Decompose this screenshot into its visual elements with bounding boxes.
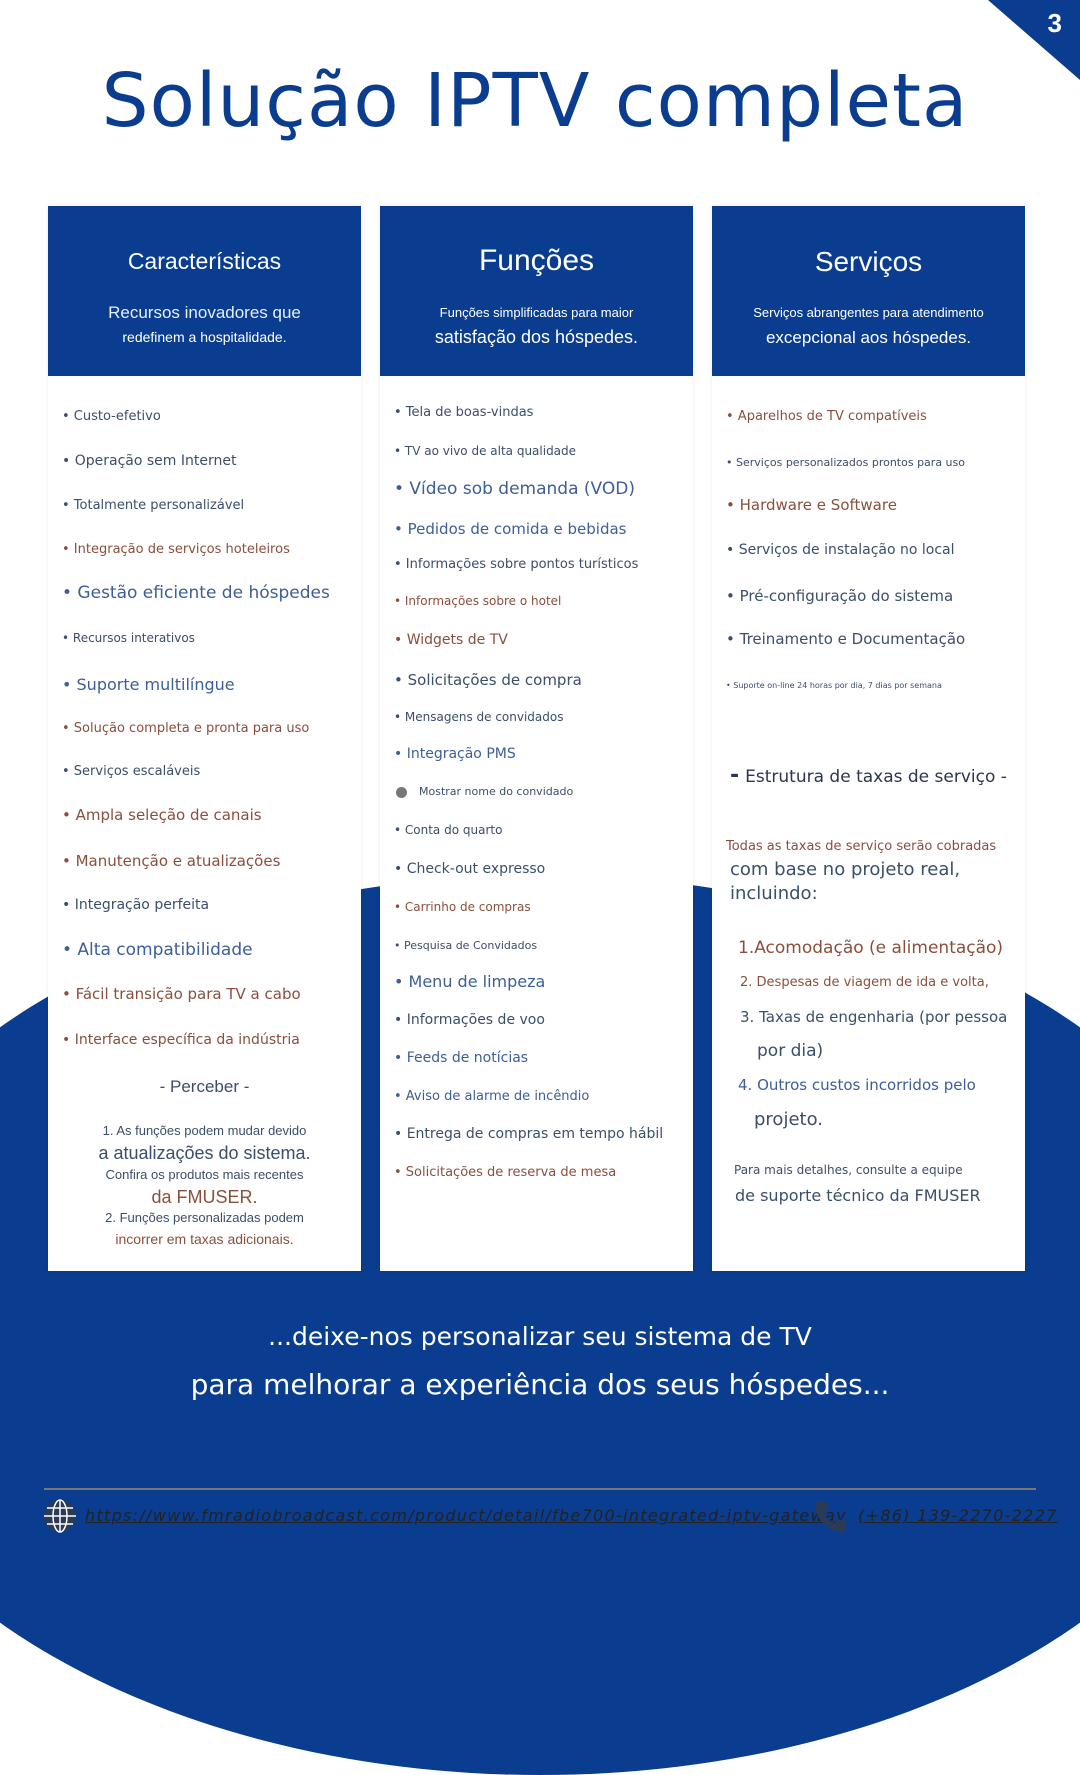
fee-item: 4. Outros custos incorridos pelo (738, 1076, 976, 1094)
functions-subtitle-line1: Funções simplificadas para maior (439, 305, 634, 320)
services-card (712, 206, 1025, 1271)
footer-slogan-line2: para melhorar a experiência dos seus hóspedes... (190, 1368, 890, 1401)
list-item: • Entrega de compras em tempo hábil (394, 1126, 664, 1142)
list-item (396, 785, 687, 798)
list-item: • Informações sobre pontos turísticos (394, 557, 639, 572)
fee-item: 1.Acomodação (e alimentação) (738, 938, 1004, 958)
note-line: da FMUSER. (151, 1187, 258, 1207)
footer-slogan-line1: ...deixe-nos personalizar seu sistema de TV (268, 1322, 812, 1351)
list-item: • Suporte multilíngue (62, 675, 235, 694)
list-item: • Hardware e Software (726, 496, 897, 514)
functions-list (380, 376, 693, 1271)
features-subtitle (62, 300, 347, 350)
fee-item: projeto. (754, 1109, 823, 1130)
functions-card (380, 206, 693, 1271)
website-link[interactable]: https://www.fmradiobroadcast.com/product/detail/fbe700-integrated-iptv-gateway (85, 1506, 847, 1525)
list-item: • Aviso de alarme de incêndio (394, 1089, 590, 1104)
note-line: 2. Funções personalizadas podem (105, 1210, 304, 1225)
list-item: • Interface específica da indústria (62, 1032, 300, 1048)
list-item: • Recursos interativos (62, 631, 195, 645)
list-item: • Serviços de instalação no local (726, 542, 955, 558)
features-title: Características (127, 248, 282, 274)
note-line: Confira os produtos mais recentes (105, 1167, 304, 1182)
globe-icon (42, 1498, 78, 1534)
list-item: • Pesquisa de Convidados (394, 939, 538, 952)
list-item: • Solicitações de compra (394, 671, 582, 689)
features-card (48, 206, 361, 1271)
contact-line-1: Para mais detalhes, consulte a equipe (734, 1163, 963, 1177)
list-item: • Tela de boas-vindas (394, 405, 534, 420)
services-title: Serviços (814, 246, 923, 277)
page-number: 3 (1047, 8, 1062, 38)
functions-subtitle-line2: satisfação dos hóspedes. (434, 327, 639, 347)
list-item: • Totalmente personalizável (62, 498, 245, 513)
services-subtitle-line1: Serviços abrangentes para atendimento (753, 305, 984, 320)
list-item: • Integração de serviços hoteleiros (62, 542, 290, 557)
list-item: • Informações de voo (394, 1012, 545, 1028)
list-item: • Operação sem Internet (62, 453, 237, 469)
list-item: • Aparelhos de TV compatíveis (726, 409, 927, 424)
list-item: • Pré-configuração do sistema (726, 587, 954, 605)
list-item: • Suporte on-line 24 horas por dia, 7 dias por semana (726, 681, 942, 690)
fee-heading-dash: - (730, 763, 740, 788)
list-item: • Integração perfeita (62, 897, 210, 913)
list-item: • Solicitações de reserva de mesa (394, 1165, 617, 1180)
list-item: • Informações sobre o hotel (394, 594, 562, 608)
list-item: • Fácil transição para TV a cabo (62, 985, 301, 1003)
functions-header (380, 206, 693, 376)
list-item: • Check-out expresso (394, 861, 546, 877)
phone-icon (812, 1498, 848, 1534)
fee-heading (730, 763, 1007, 788)
list-item: • Solução completa e pronta para uso (62, 721, 310, 736)
note-line: a atualizações do sistema. (98, 1143, 311, 1163)
note-line: 1. As funções podem mudar devido (102, 1123, 307, 1138)
list-item: • Serviços personalizados prontos para uso (726, 456, 965, 469)
fee-item: por dia) (757, 1041, 824, 1061)
services-subtitle (726, 300, 1011, 350)
services-subtitle-line2: excepcional aos hóspedes. (765, 328, 972, 347)
list-item: • Carrinho de compras (394, 900, 531, 914)
list-item: • Integração PMS (394, 746, 516, 762)
list-item: • Mensagens de convidados (394, 710, 564, 724)
contact-line-2: de suporte técnico da FMUSER (735, 1186, 981, 1205)
note-line: incorrer em taxas adicionais. (115, 1231, 294, 1247)
list-item: • Gestão eficiente de hóspedes (62, 583, 330, 603)
fee-intro-1: Todas as taxas de serviço serão cobradas (726, 839, 997, 854)
list-item-label: Mostrar nome do convidado (419, 785, 574, 798)
list-item: • Pedidos de comida e bebidas (394, 520, 627, 538)
list-item: • TV ao vivo de alta qualidade (394, 444, 577, 458)
features-subtitle-line1: Recursos inovadores que (108, 303, 301, 322)
list-item: • Alta compatibilidade (62, 940, 253, 960)
functions-subtitle (394, 300, 679, 350)
phone-link[interactable]: (+86) 139-2270-2227 (858, 1506, 1058, 1525)
fee-intro-3: incluindo: (730, 883, 818, 904)
list-item: • Conta do quarto (394, 823, 503, 837)
features-subtitle-line2: redefinem a hospitalidade. (122, 329, 287, 345)
list-item: • Feeds de notícias (394, 1050, 529, 1066)
fee-item: 3. Taxas de engenharia (por pessoa (740, 1008, 1008, 1026)
fee-heading-text: Estrutura de taxas de serviço - (745, 767, 1007, 787)
fee-intro-2: com base no projeto real, (730, 859, 961, 880)
services-list (712, 376, 1025, 1271)
list-item: • Custo-efetivo (62, 409, 161, 424)
services-header (712, 206, 1025, 376)
list-item: • Vídeo sob demanda (VOD) (394, 479, 635, 499)
fee-item: 2. Despesas de viagem de ida e volta, (740, 975, 989, 990)
list-item: • Widgets de TV (394, 632, 508, 648)
dot-icon (396, 787, 407, 798)
functions-title: Funções (478, 244, 595, 277)
footer-band (0, 1265, 1080, 1448)
page-title: Solução IPTV completa (101, 58, 969, 144)
footer-divider (44, 1488, 1036, 1490)
features-header (48, 206, 361, 376)
list-item: • Ampla seleção de canais (62, 806, 262, 824)
list-item: • Manutenção e atualizações (62, 852, 281, 870)
list-item: • Treinamento e Documentação (726, 630, 966, 648)
list-item: • Menu de limpeza (394, 972, 546, 991)
list-item: • Serviços escaláveis (62, 764, 201, 779)
notes-heading: - Perceber - (159, 1077, 250, 1096)
